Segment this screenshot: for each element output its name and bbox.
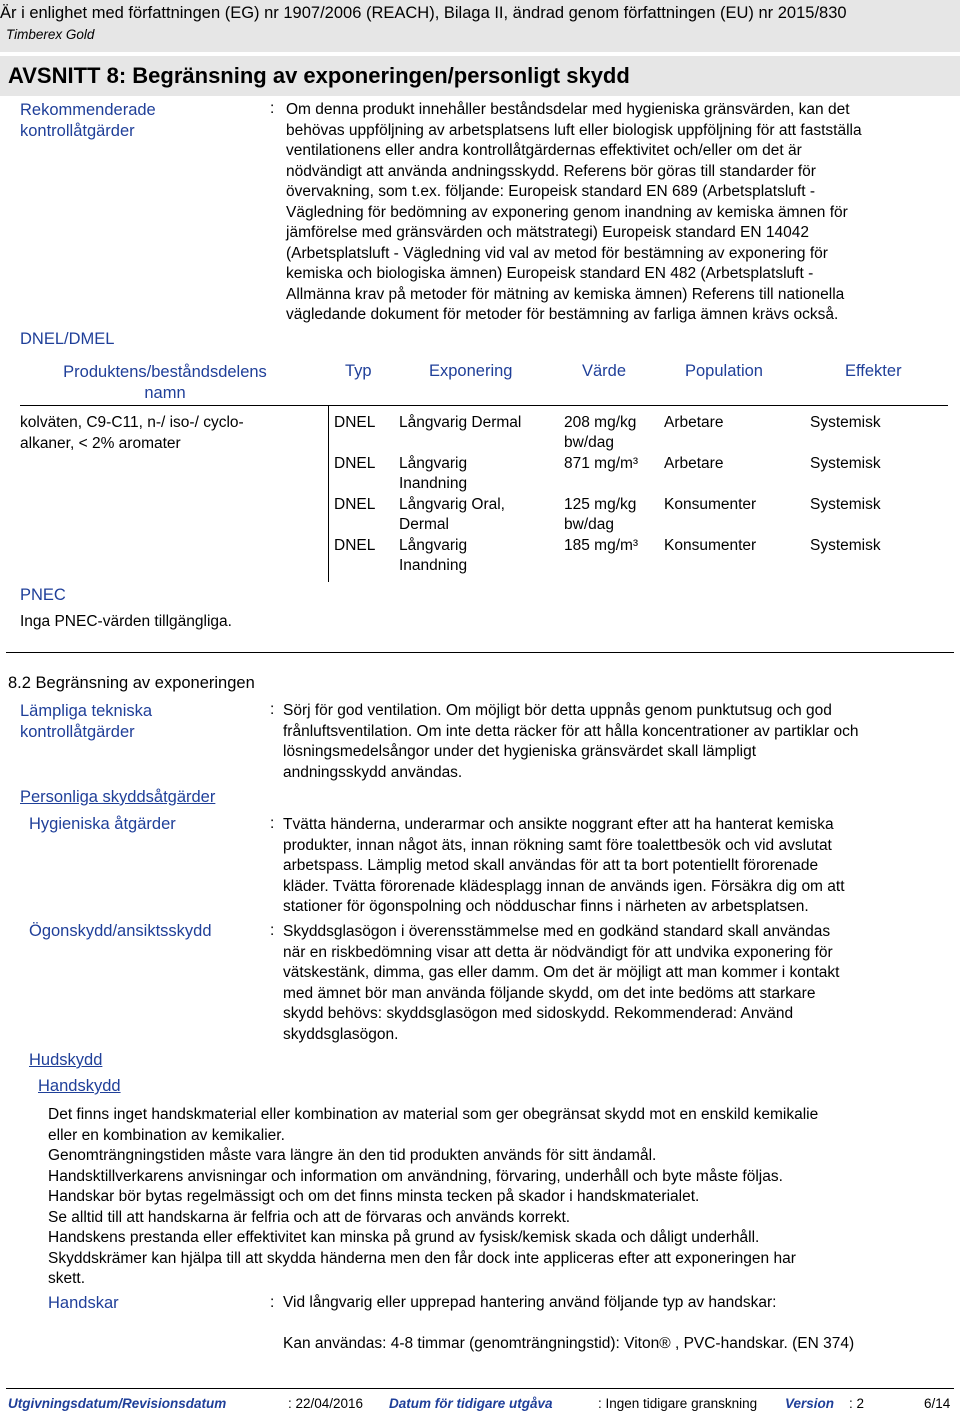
regulation-text: Är i enlighet med författningen (EG) nr 1907/2006 (REACH), Bilaga II, ändrad genom författningen (EU) nr 2015/830 [0, 4, 847, 22]
cell-exponering: Långvarig Dermal [399, 414, 522, 431]
cell-population: Konsumenter [664, 537, 757, 554]
table-rule-left [20, 405, 330, 406]
cell-effekt: Systemisk [810, 496, 881, 513]
cell-population: Arbetare [664, 455, 724, 472]
subsection-title: 8.2 Begränsning av exponeringen [8, 674, 255, 692]
control-colon: : [270, 100, 275, 117]
cell-typ: DNEL [334, 496, 376, 513]
tech-control-text: Sörj för god ventilation. Om möjligt bör detta uppnås genom punktutsug och god frånluftsventilation. Om inte detta räcker för att hålla koncentrationer av partiklar och lösningsmedelsångor under det hygieniska gränsvärdet skall lämpligt andningsskydd användas. [283, 702, 859, 781]
version-value: : 2 [849, 1396, 865, 1411]
subsection-rule [6, 652, 954, 653]
substance-header: Produktens/beståndsdelens namn [63, 363, 267, 402]
cell-varde-unit: bw/dag [564, 434, 614, 451]
hygiene-colon: : [270, 815, 275, 832]
pnec-text: Inga PNEC-värden tillgängliga. [20, 613, 232, 630]
cell-typ: DNEL [334, 537, 376, 554]
col-population: Population [685, 362, 763, 380]
cell-varde: 871 mg/m³ [564, 455, 639, 472]
skin-protection-label: Hudskydd [29, 1051, 103, 1069]
cell-typ: DNEL [334, 455, 376, 472]
col-exponering: Exponering [429, 362, 513, 380]
issue-date-value: : 22/04/2016 [288, 1396, 364, 1411]
dnel-label: DNEL/DMEL [20, 330, 115, 348]
col-effekter: Effekter [845, 362, 902, 380]
cell-population: Arbetare [664, 414, 724, 431]
tech-colon: : [270, 701, 275, 718]
control-label: Rekommenderade kontrollåtgärder [20, 101, 156, 140]
previous-date-value: : Ingen tidigare granskning [598, 1396, 758, 1411]
col-varde: Värde [582, 362, 627, 380]
gloves-text: Vid långvarig eller upprepad hantering använd följande typ av handskar: [283, 1294, 777, 1311]
cell-exponering-2: Inandning [399, 475, 468, 492]
cell-effekt: Systemisk [810, 455, 881, 472]
footer-rule [6, 1388, 954, 1389]
control-text: Om denna produkt innehåller beståndsdelar med hygieniska gränsvärden, kan det behövas uppföljning av arbetsplatsens luft eller biologisk uppföljning för att fastställa ventilationens eller andra kontrollåtgärdernas effektivitet och/eller om det är nödvändigt att använda andningsskydd. Referens bör göras till standarder för övervakning, som t.ex. följande: Europeisk standard EN 689 (Arbetsplatsluft - Vägledning för bedömning av exponering genom inandning av kemiska ämnen för jämförelse med gränsvärden och mätstrategi) Europeisk standard EN 14042 (Arbetsplatsluft - Vägledning vid val av metod för bestämning av exponering för kemiska och biologiska ämnen) Europeisk standard EN 482 (Arbetsplatsluft - Allmänna krav på metoder för mätning av kemiska ämnen) Referens till nationella vägledande dokument för metoder för bestämning av farliga ämnen krävs också. [286, 101, 862, 323]
gloves-label: Handskar [48, 1294, 119, 1312]
section-title: AVSNITT 8: Begränsning av exponeringen/personligt skydd [8, 63, 630, 88]
cell-varde-unit: bw/dag [564, 516, 614, 533]
substance-name: kolväten, C9-C11, n-/ iso-/ cyclo- alkaner, < 2% aromater [20, 414, 244, 452]
table-rule-right [328, 405, 948, 406]
cell-exponering-2: Dermal [399, 516, 449, 533]
hand-protection-label: Handskydd [38, 1077, 121, 1095]
table-vrule [328, 405, 329, 582]
cell-varde: 185 mg/m³ [564, 537, 639, 554]
hand-protection-text: Det finns inget handskmaterial eller kombination av material som ger obegränsat skydd mot en enskild kemikalie eller en kombination av kemikalier. Genomträngningstiden måste vara längre än den tid produkten används för sitt ändamål. Handsktillverkarens anvisningar och information om användning, förvaring, underhåll och byte måste följas. Handskar bör bytas regelmässigt och om det finns minsta tecken på skador i handskmaterialet. Se alltid till att handskarna är felfria och att de förvaras och används korrekt. Handskens prestanda eller effektivitet kan minska på grund av fysisk/kemisk skada och dåligt underhåll. Skyddskrämer kan hjälpa till att skydda händerna men den får dock inte appliceras efter att exponeringen har skett. [48, 1106, 819, 1287]
cell-exponering: Långvarig Oral, [399, 496, 505, 513]
page-number: 6/14 [924, 1396, 951, 1411]
cell-population: Konsumenter [664, 496, 757, 513]
hygiene-text: Tvätta händerna, underarmar och ansikte noggrant efter att ha hanterat kemiska produkter, innan något äts, innan rökning samt före toalettbesök och vid avslutat arbetspass. Lämplig metod skall användas för att ta bort potentiellt förorenade kläder. Tvätta förorenade klädesplagg innan de används igen. Försäkra dig om att stationer för ögonspolning och nödduschar finns i närheten av arbetsplatsen. [283, 816, 845, 915]
eye-protection-label: Ögonskydd/ansiktsskydd [29, 922, 212, 940]
cell-effekt: Systemisk [810, 414, 881, 431]
cell-varde: 208 mg/kg [564, 414, 637, 431]
gloves-colon: : [270, 1294, 275, 1311]
cell-exponering-2: Inandning [399, 557, 468, 574]
version-label: Version [785, 1396, 835, 1411]
cell-exponering: Långvarig [399, 537, 468, 554]
col-typ: Typ [345, 362, 372, 380]
cell-effekt: Systemisk [810, 537, 881, 554]
issue-date-label: Utgivningsdatum/Revisionsdatum [8, 1396, 227, 1411]
eye-colon: : [270, 922, 275, 939]
pnec-label: PNEC [20, 586, 66, 604]
personal-protection-label: Personliga skyddsåtgärder [20, 788, 216, 806]
cell-typ: DNEL [334, 414, 376, 431]
hygiene-label: Hygieniska åtgärder [29, 815, 176, 833]
product-name: Timberex Gold [6, 27, 95, 42]
cell-varde: 125 mg/kg [564, 496, 637, 513]
tech-control-label: Lämpliga tekniska kontrollåtgärder [20, 702, 153, 741]
previous-date-label: Datum för tidigare utgåva [389, 1396, 553, 1411]
eye-protection-text: Skyddsglasögon i överensstämmelse med en godkänd standard skall användas när en riskbedömning visar att detta är nödvändigt för att undvika exponering för vätskestänk, dimma, gas eller damm. Om det är möjligt att man kommer i kontakt med ämnet bör man använda följande skydd, om det inte bedöms att starkare skydd behövs: skyddsglasögon med sidoskydd. Rekommenderad: Använd skyddsglasögon. [283, 923, 840, 1043]
cell-exponering: Långvarig [399, 455, 468, 472]
gloves-detail: Kan användas: 4-8 timmar (genomträngningstid): Viton® , PVC-handskar. (EN 374) [283, 1335, 855, 1352]
